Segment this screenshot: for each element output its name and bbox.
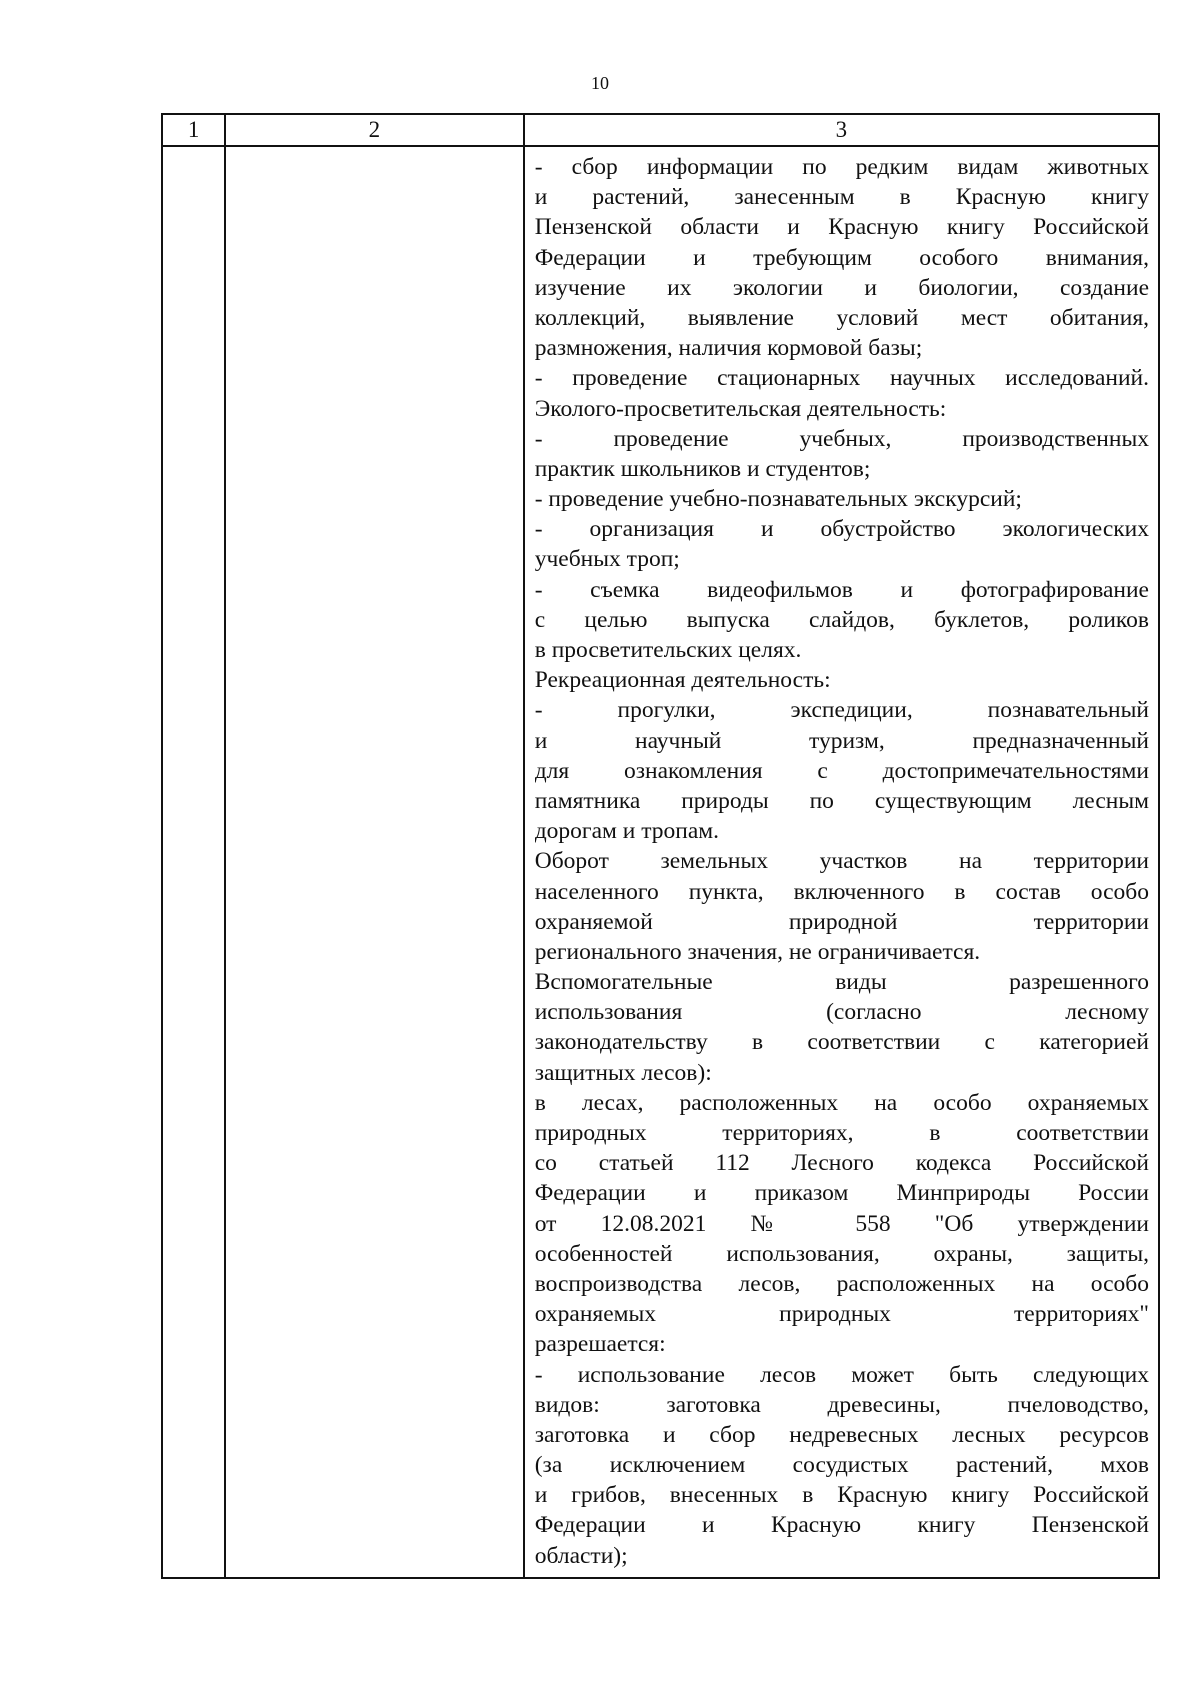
text-line: дорогам и тропам. xyxy=(534,818,720,845)
text-line: памятника природы по существующим лесным xyxy=(534,787,1149,814)
text-line: Пензенской области и Красную книгу Российской xyxy=(534,214,1149,241)
text-line: - съемка видеофильмов и фотографирование xyxy=(534,576,1149,603)
text-line: охраняемых природных территориях" xyxy=(534,1301,1149,1328)
document-table xyxy=(161,113,1160,1579)
text-line: особенностей использования, охраны, защиты, xyxy=(534,1240,1149,1267)
text-line: Федерации и приказом Минприроды России xyxy=(534,1180,1149,1207)
text-line: учебных троп; xyxy=(534,546,680,573)
column-header-2: 2 xyxy=(225,114,524,146)
text-line: (за исключением сосудистых растений, мхов xyxy=(534,1452,1149,1479)
text-line: воспроизводства лесов, расположенных на особо xyxy=(534,1270,1149,1297)
text-line: с целью выпуска слайдов, буклетов, роликов xyxy=(534,606,1149,633)
table-row xyxy=(162,146,1159,1578)
text-line: размножения, наличия кормовой базы; xyxy=(534,335,923,362)
text-line: Рекреационная деятельность: xyxy=(534,667,831,694)
text-line: - проведение учебно-познавательных экскурсий; xyxy=(534,486,1022,513)
text-line: разрешается: xyxy=(534,1331,666,1358)
text-line: населенного пункта, включенного в состав особо xyxy=(534,878,1149,905)
text-line: практик школьников и студентов; xyxy=(534,455,871,482)
table-header-row xyxy=(162,114,1159,146)
text-line: заготовка и сбор недревесных лесных ресурсов xyxy=(534,1421,1149,1448)
text-line: - проведение стационарных научных исследований. xyxy=(534,365,1149,392)
text-line: изучение их экологии и биологии, создание xyxy=(534,274,1149,301)
table-cell-col1 xyxy=(162,146,225,1578)
text-line: в лесах, расположенных на особо охраняемых xyxy=(534,1089,1149,1116)
text-line: коллекций, выявление условий мест обитания, xyxy=(534,304,1149,331)
text-line: Оборот земельных участков на территории xyxy=(534,848,1149,875)
table-cell-col3 xyxy=(524,146,1159,1578)
column-header-3: 3 xyxy=(524,114,1159,146)
text-line: Вспомогательные виды разрешенного xyxy=(534,969,1149,996)
text-line: для ознакомления с достопримечательностями xyxy=(534,757,1149,784)
column-header-1: 1 xyxy=(162,114,225,146)
text-line: видов: заготовка древесины, пчеловодство, xyxy=(534,1391,1149,1418)
text-line: использования (согласно лесному xyxy=(534,999,1149,1026)
text-line: защитных лесов): xyxy=(534,1059,712,1086)
cell-text-block xyxy=(525,147,1158,1573)
text-line: - сбор информации по редким видам животных xyxy=(534,154,1149,180)
text-line: - организация и обустройство экологических xyxy=(534,516,1149,543)
text-line: - прогулки, экспедиции, познавательный xyxy=(534,697,1149,724)
text-line: от 12.08.2021 № 558 "Об утверждении xyxy=(534,1210,1149,1237)
text-line: Эколого-просветительская деятельность: xyxy=(534,395,947,422)
text-line: области); xyxy=(534,1542,628,1569)
text-line: и научный туризм, предназначенный xyxy=(534,727,1149,754)
text-line: природных территориях, в соответствии xyxy=(534,1120,1149,1146)
text-line: охраняемой природной территории xyxy=(534,908,1149,935)
text-line: Федерации и требующим особого внимания, xyxy=(534,244,1149,271)
text-line: Федерации и Красную книгу Пензенской xyxy=(534,1512,1149,1539)
text-line: законодательству в соответствии с категорией xyxy=(534,1029,1149,1056)
table-cell-col2 xyxy=(225,146,524,1578)
text-line: - проведение учебных, производственных xyxy=(534,425,1149,452)
text-line: - использование лесов может быть следующих xyxy=(534,1361,1149,1388)
text-line: и грибов, внесенных в Красную книгу Российской xyxy=(534,1482,1149,1509)
text-line: в просветительских целях. xyxy=(534,637,802,663)
page-number: 10 xyxy=(591,73,609,93)
text-line: со статьей 112 Лесного кодекса Российской xyxy=(534,1150,1149,1177)
text-line: и растений, занесенным в Красную книгу xyxy=(534,184,1149,211)
text-line: регионального значения, не ограничивается. xyxy=(534,938,981,965)
